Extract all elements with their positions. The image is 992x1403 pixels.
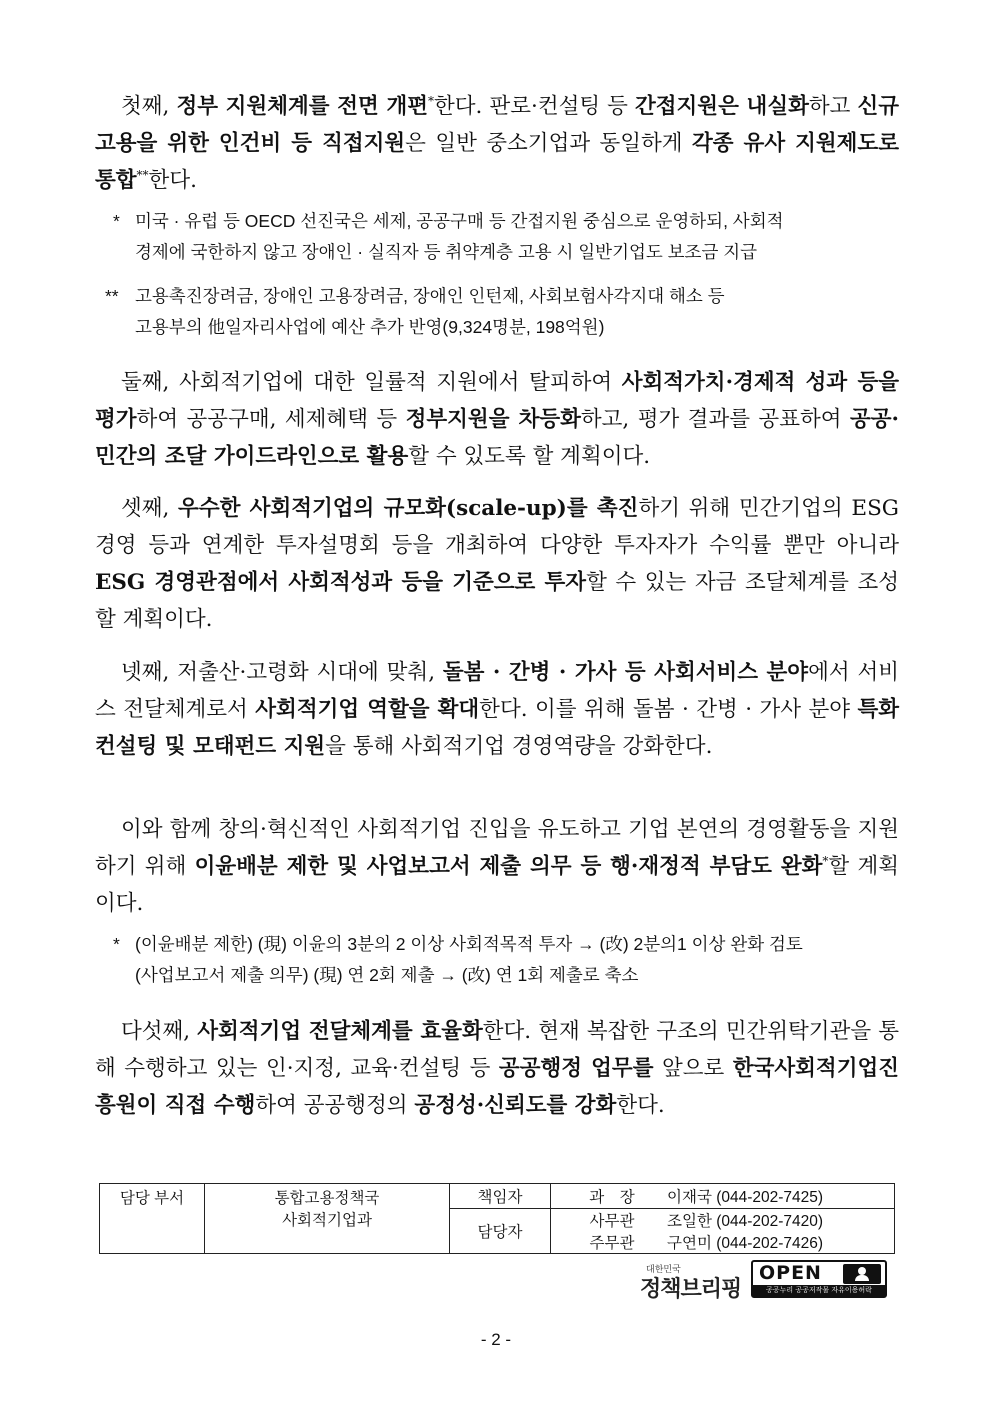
footnote-ref: * — [428, 93, 435, 108]
body-text: 첫째, — [121, 94, 177, 119]
paragraph-third — [95, 490, 899, 638]
body-text: 한다. 판로·컨설팅 등 — [434, 94, 635, 119]
body-text: 하고, 평가 결과를 공표하여 — [580, 407, 850, 432]
emphasis-text: 사회적가치·경제적 성과 등을 평가 — [95, 370, 899, 432]
staff-info-cell — [551, 1209, 895, 1254]
resp-label-cell — [450, 1184, 551, 1209]
dept-label: 담당 부서 — [119, 1190, 185, 1207]
body-text: 하여 공공구매, 세제혜택 등 — [136, 407, 406, 432]
emphasis-text: 정부 지원체계를 전면 개편 — [176, 94, 429, 119]
contact-table — [99, 1183, 895, 1254]
footnote-line: 고용부의 他일자리사업에 예산 추가 반영(9,324명분, 198억원) — [135, 317, 605, 337]
footnote-ref: * — [822, 853, 829, 868]
staff2-name: 구연미 (044-202-7426) — [667, 1235, 824, 1252]
staff-label-cell — [450, 1209, 551, 1254]
page-number: - 2 - — [480, 1330, 512, 1349]
dept-name-cell — [205, 1184, 450, 1254]
body-text: 넷째, 저출산·고령화 시대에 맞춰, — [121, 660, 443, 685]
logo-small-text: 대한민국 — [646, 1265, 681, 1275]
emphasis-text: 사회적기업 역할을 확대 — [255, 697, 480, 722]
body-text: 에서 서비스 전달체계로서 — [95, 660, 899, 722]
paragraph-fifth — [95, 811, 899, 922]
emphasis-text: 한국사회적기업진흥원이 직접 수행 — [95, 1056, 899, 1118]
staff1-title: 사무관 — [589, 1213, 635, 1230]
emphasis-text: 돌봄 · 간병 · 가사 등 사회서비스 분야 — [442, 660, 809, 685]
attribution-person-icon — [843, 1264, 881, 1284]
body-text: 이와 함께 창의·혁신적인 사회적기업 진입을 유도하고 기업 본연의 경영활동을 지원하기 위해 — [95, 817, 899, 879]
paragraph-sixth — [95, 1013, 899, 1124]
footnote-line: (사업보고서 제출 의무) (現) 연 2회 제출 → (改) 연 1회 제출로 축소 — [135, 965, 639, 985]
footnote-ref: ** — [136, 167, 149, 182]
body-text: 할 수 있는 자금 조달체계를 조성할 계획이다. — [95, 570, 899, 632]
policy-briefing-logo — [640, 1262, 744, 1300]
footnote-line: 미국 · 유럽 등 OECD 선진국은 세제, 공공구매 등 간접지원 중심으로 운영하되, 사회적 — [135, 211, 784, 231]
logo-big-text: 정책브리핑 — [640, 1277, 742, 1302]
emphasis-text: 공공·민간의 조달 가이드라인으로 활용 — [95, 407, 899, 469]
emphasis-text: 사회적기업 전달체계를 효율화 — [197, 1019, 483, 1044]
body-text: 할 수 있도록 할 계획이다. — [408, 444, 651, 469]
footnote-mark: * — [113, 211, 120, 231]
body-text: 둘째, 사회적기업에 대한 일률적 지원에서 탈피하여 — [121, 370, 622, 395]
footnote-line: (이윤배분 제한) (現) 이윤의 3분의 2 이상 사회적목적 투자 → (改) 2분의1 이상 완화 검토 — [135, 934, 803, 954]
resp-name: 이재국 (044-202-7425) — [667, 1189, 824, 1206]
staff-label: 담당자 — [477, 1224, 523, 1241]
body-text: 하고 — [808, 94, 858, 119]
staff2-title: 주무관 — [589, 1235, 635, 1252]
resp-title: 과 장 — [589, 1189, 635, 1206]
footnote-line: 고용촉진장려금, 장애인 고용장려금, 장애인 인턴제, 사회보험사각지대 해소 등 — [135, 286, 725, 306]
body-text: 셋째, — [121, 496, 179, 521]
body-text: 한다. 이를 위해 돌봄 · 간병 · 가사 분야 — [479, 697, 858, 722]
emphasis-text: 공정성·신뢰도를 강화 — [414, 1093, 617, 1118]
dept-line-2: 사회적기업과 — [282, 1212, 372, 1229]
emphasis-text: 특화 컨설팅 및 모태펀드 지원 — [95, 697, 899, 759]
body-text: 앞으로 — [653, 1056, 733, 1081]
open-text: OPEN — [759, 1262, 822, 1284]
body-text: 한다. — [616, 1093, 665, 1118]
body-text: 하기 위해 민간기업의 ESG 경영 등과 연계한 투자설명회 등을 개최하여 다양한 투자자가 수익률 뿐만 아니라 — [95, 496, 899, 558]
resp-info-cell — [551, 1184, 895, 1209]
body-text: 하여 공공행정의 — [255, 1093, 415, 1118]
emphasis-text: 정부지원을 차등화 — [405, 407, 581, 432]
paragraph-fourth — [95, 654, 899, 765]
body-text: 할 계획이다. — [95, 854, 899, 916]
body-text: 을 통해 사회적기업 경영역량을 강화한다. — [325, 734, 713, 759]
footnote-line: 경제에 국한하지 않고 장애인 · 실직자 등 취약계층 고용 시 일반기업도 보조금 지급 — [135, 242, 758, 262]
paragraph-second — [95, 364, 899, 475]
paragraph-first — [95, 88, 899, 199]
open-license-logo — [751, 1260, 887, 1298]
emphasis-text: 공공행정 업무를 — [498, 1056, 654, 1081]
emphasis-text: 이윤배분 제한 및 사업보고서 제출 의무 등 행·재정적 부담도 완화 — [194, 854, 823, 879]
emphasis-text: 간접지원은 내실화 — [635, 94, 809, 119]
body-text: 한다. 현재 복잡한 구조의 민간위탁기관을 통해 수행하고 있는 인·지정, 교육·컨설팅 등 — [95, 1019, 899, 1081]
staff1-name: 조일한 (044-202-7420) — [667, 1213, 824, 1230]
footnote-mark: ** — [105, 286, 119, 306]
body-text: 은 일반 중소기업과 동일하게 — [405, 131, 692, 156]
dept-label-cell — [100, 1184, 205, 1254]
body-text: 한다. — [148, 168, 197, 193]
body-text: 다섯째, — [121, 1019, 198, 1044]
emphasis-text: ESG 경영관점에서 사회적성과 등을 기준으로 투자 — [95, 570, 587, 595]
resp-label: 책임자 — [477, 1189, 523, 1206]
emphasis-text: 신규고용을 위한 인건비 등 직접지원 — [95, 94, 899, 156]
footnote-mark: * — [113, 934, 120, 954]
dept-line-1: 통합고용정책국 — [274, 1190, 380, 1207]
emphasis-text: 각종 유사 지원제도로 통합 — [95, 131, 899, 193]
emphasis-text: 우수한 사회적기업의 규모화(scale-up)를 촉진 — [178, 496, 639, 521]
open-sub-text: 공공누리 공공저작물 자유이용허락 — [753, 1285, 885, 1296]
